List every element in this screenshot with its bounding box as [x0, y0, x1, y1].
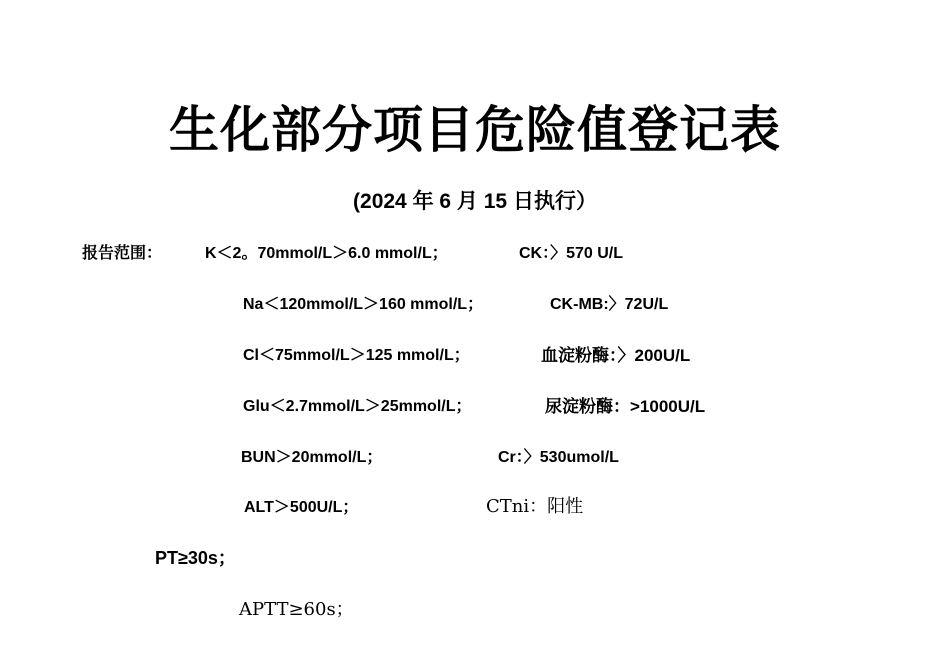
critical-value-alt: ALT＞500U/L； — [244, 499, 359, 516]
critical-value-blood-amylase: 血淀粉酶：〉200U/L — [541, 346, 691, 365]
critical-value-urine-amylase: 尿淀粉酶：>1000U/L — [545, 397, 706, 416]
critical-value-k: K＜2。70mmol/L＞6.0 mmol/L； — [205, 245, 448, 262]
document-title: 生化部分项目危险值登记表 — [169, 100, 781, 159]
critical-value-na: Na＜120mmol/L＞160 mmol/L； — [243, 296, 484, 313]
critical-value-bun: BUN＞20mmol/L； — [241, 449, 383, 466]
range-label: 报告范围： — [82, 245, 163, 262]
critical-value-cr: Cr：〉530umol/L — [498, 449, 619, 466]
document-subtitle: (2024 年 6 月 15 日执行） — [353, 190, 597, 213]
critical-value-ck: CK：〉570 U/L — [519, 245, 624, 262]
critical-value-glu: Glu＜2.7mmol/L＞25mmol/L； — [243, 398, 472, 415]
critical-value-cl: Cl＜75mmol/L＞125 mmol/L； — [243, 347, 470, 364]
critical-value-ctni: CTni：阳性 — [486, 496, 584, 517]
critical-value-pt: PT≥30s； — [155, 548, 236, 568]
critical-value-ck-mb: CK-MB:〉72U/L — [550, 296, 669, 313]
critical-value-aptt: APTT≥60s； — [239, 599, 354, 620]
